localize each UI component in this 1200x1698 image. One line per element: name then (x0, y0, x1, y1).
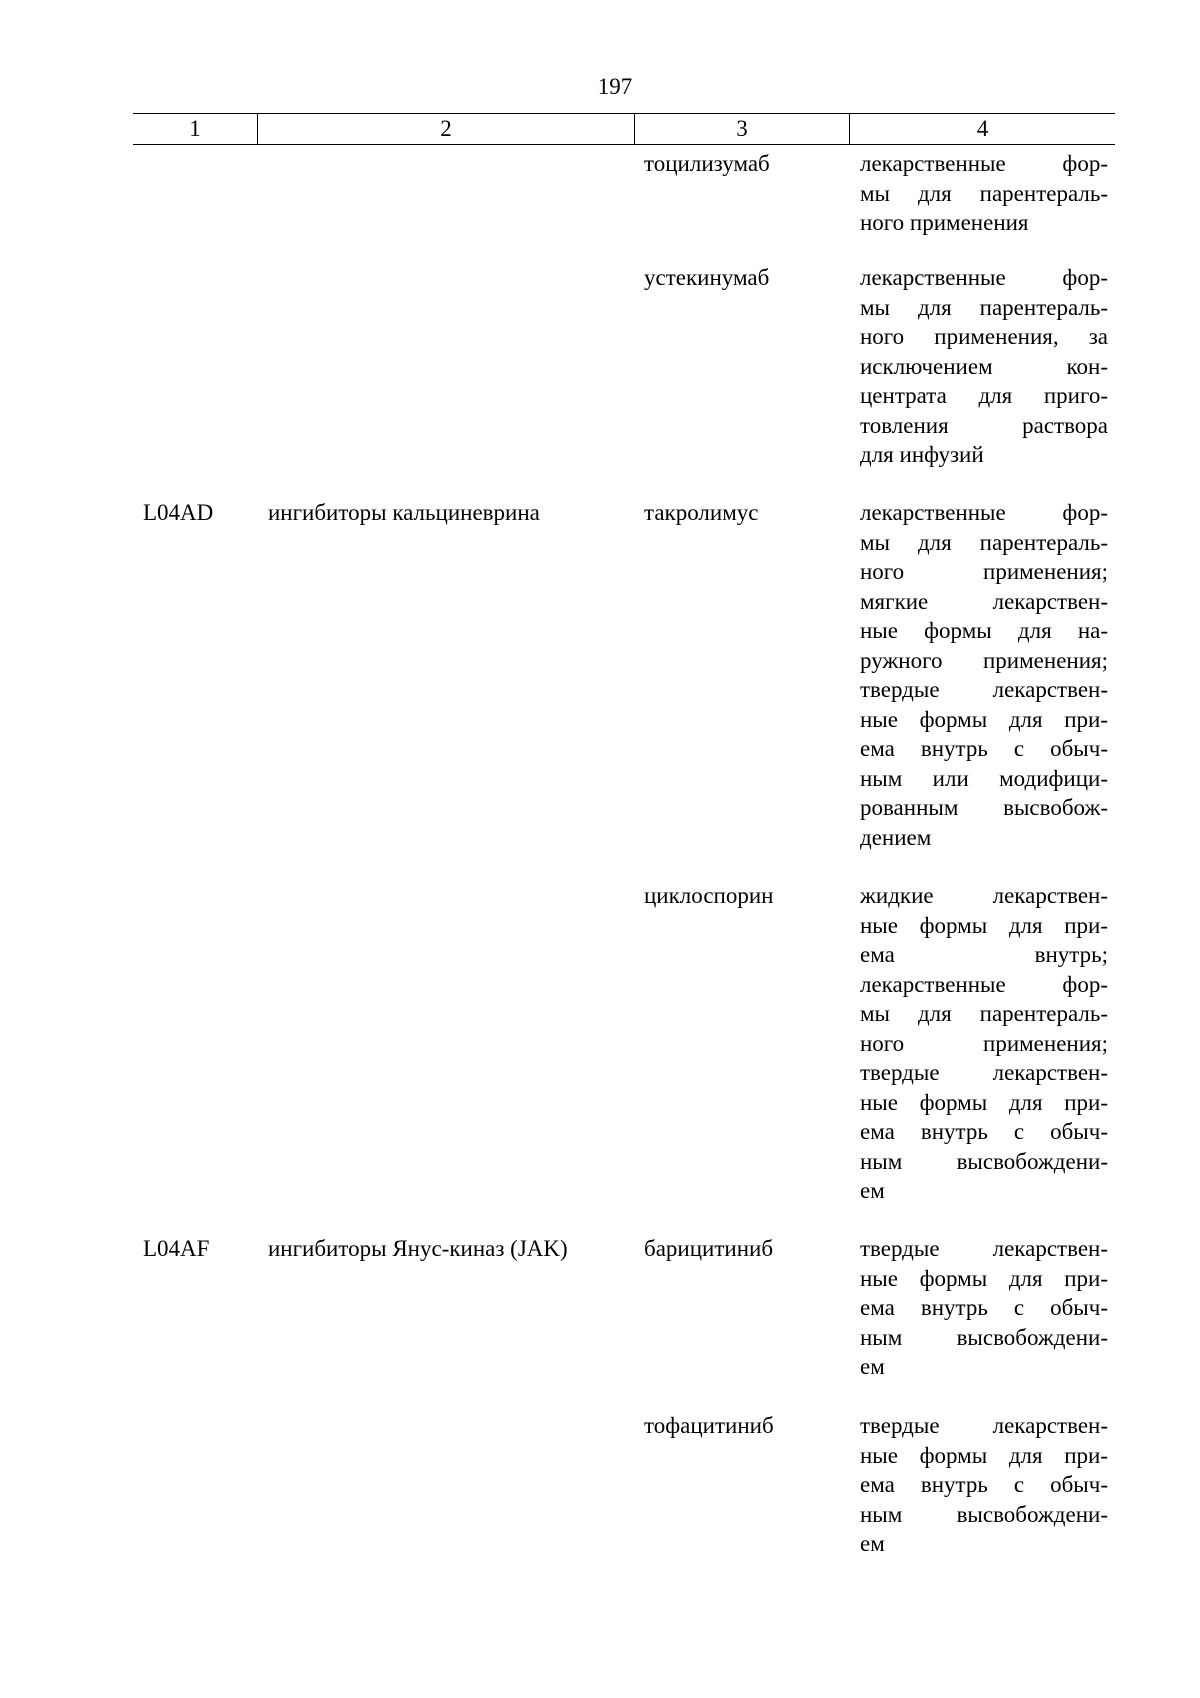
dosage-forms (860, 263, 1108, 470)
dosage-form-line: ного применения (860, 210, 1029, 235)
header-col-1: 1 (189, 116, 201, 141)
dosage-form-line: мы для парентераль- (860, 1001, 1108, 1026)
dosage-forms (860, 498, 1108, 852)
dosage-form-line: лекарственные фор- (860, 500, 1108, 525)
dosage-forms (860, 1411, 1108, 1559)
dosage-form-line: товления раствора (860, 412, 1108, 438)
dosage-form-line: ема внутрь с обыч- (860, 1119, 1108, 1144)
header-col-4: 4 (849, 114, 1115, 144)
dosage-form-line: ные формы для на- (860, 618, 1108, 643)
dosage-form-line: ем (860, 1354, 885, 1379)
dosage-forms (860, 1234, 1108, 1382)
dosage-form-line: ем (860, 1178, 885, 1203)
dosage-form-line: ные формы для при- (860, 1442, 1108, 1468)
dosage-form-line: ема внутрь с обыч- (860, 1472, 1108, 1497)
dosage-form-line: лекарственные фор- (860, 151, 1108, 176)
atc-code: L04AD (143, 500, 214, 525)
dosage-form-line: ема внутрь; (860, 942, 1108, 967)
dosage-form-line: ного применения, за (860, 324, 1108, 349)
dosage-form-line: ема внутрь с обыч- (860, 1295, 1108, 1320)
drug-name: барицитиниб (644, 1236, 774, 1261)
dosage-form-line: рованным высвобож- (860, 795, 1108, 820)
dosage-form-line: ного применения; (860, 559, 1108, 584)
dosage-forms (860, 149, 1108, 238)
group-name: ингибиторы кальциневрина (268, 500, 540, 525)
drug-name: циклоспорин (644, 883, 774, 908)
dosage-form-line: лекарственные фор- (860, 265, 1108, 290)
dosage-form-line: ным высвобождени- (860, 1501, 1108, 1527)
dosage-form-line: ные формы для при- (860, 1265, 1108, 1291)
dosage-form-line: центрата для приго- (860, 383, 1108, 408)
dosage-form-line: жидкие лекарствен- (860, 883, 1108, 908)
drug-name: такролимус (644, 500, 759, 525)
dosage-form-line: ным или модифици- (860, 765, 1108, 791)
dosage-form-line: ным высвобождени- (860, 1324, 1108, 1350)
table-header (133, 113, 1115, 145)
dosage-form-line: для инфузий (860, 442, 984, 467)
dosage-forms (860, 881, 1108, 1206)
drug-name: тоцилизумаб (644, 151, 770, 176)
dosage-form-line: ем (860, 1531, 885, 1556)
dosage-form-line: ные формы для при- (860, 706, 1108, 732)
dosage-form-line: твердые лекарствен- (860, 1236, 1108, 1261)
dosage-form-line: ные формы для при- (860, 1089, 1108, 1115)
dosage-form-line: твердые лекарствен- (860, 677, 1108, 702)
dosage-form-line: ным высвобождени- (860, 1148, 1108, 1174)
dosage-form-line: ружного применения; (860, 647, 1108, 673)
atc-code: L04AF (143, 1236, 210, 1261)
dosage-form-line: лекарственные фор- (860, 971, 1108, 997)
dosage-form-line: дением (860, 824, 932, 850)
dosage-form-line: ного применения; (860, 1030, 1108, 1056)
header-col-3: 3 (634, 114, 849, 144)
dosage-form-line: исключением кон- (860, 353, 1108, 379)
dosage-form-line: мы для парентераль- (860, 529, 1108, 555)
dosage-form-line: мягкие лекарствен- (860, 588, 1108, 614)
page-number: 197 (597, 74, 633, 99)
dosage-form-line: ема внутрь с обыч- (860, 736, 1108, 761)
dosage-form-line: твердые лекарствен- (860, 1413, 1108, 1438)
dosage-form-line: ные формы для при- (860, 912, 1108, 938)
dosage-form-line: мы для парентераль- (860, 294, 1108, 320)
drug-name: устекинумаб (644, 265, 770, 290)
dosage-form-line: твердые лекарствен- (860, 1060, 1108, 1085)
dosage-form-line: мы для парентераль- (860, 180, 1108, 206)
header-col-2: 2 (257, 114, 634, 144)
group-name: ингибиторы Янус-киназ (JAK) (268, 1236, 568, 1261)
drug-name: тофацитиниб (644, 1413, 774, 1438)
